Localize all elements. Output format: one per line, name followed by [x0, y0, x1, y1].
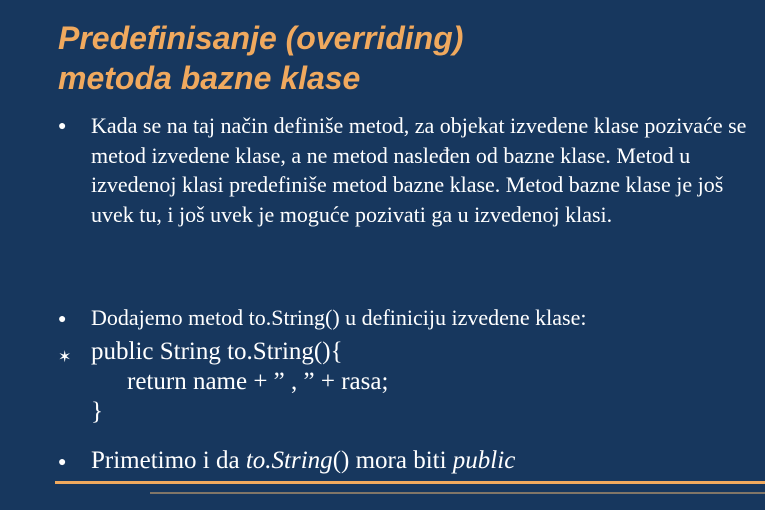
code-line: } [91, 398, 103, 425]
bullet-text-overriding-explanation: Kada se na taj način definiše metod, za objekat izvedene klase pozivaće se metod izvedene klase, a ne metod nasleđen od bazne klase. Metod u izvedenoj klasi predefiniše metod bazne klase. Metod bazne klase je još uvek tu, i još uvek je moguće pozivati ga u izvedenoj klasi. [91, 113, 747, 227]
code-block [91, 337, 751, 427]
footer-accent-line [55, 481, 765, 484]
note-middle: () mora biti [332, 447, 453, 474]
note-prefix: Primetimo i da [91, 447, 246, 474]
slide-title-line-1: Predefinisanje (overriding) [58, 20, 464, 56]
footer-accent-line-secondary [150, 492, 765, 494]
bullet-text-note-public [91, 446, 751, 476]
bullet-dot-icon: ● [58, 455, 67, 470]
bullet-dot-icon: ● [58, 312, 67, 327]
bullet-dot-icon: ● [58, 119, 67, 134]
note-method-name: to.String [245, 447, 333, 474]
slide-title [58, 18, 758, 98]
note-public-keyword: public [452, 447, 516, 474]
code-line: public String to.String(){ [91, 338, 343, 365]
slide-title-line-2: metoda bazne klase [58, 60, 361, 96]
bullet-star-icon: ✶ [58, 349, 72, 366]
code-line: return name + ” , ” + rasa; [127, 368, 389, 395]
bullet-text-add-tostring: Dodajemo metod to.String() u definiciju izvedene klase: [91, 305, 587, 330]
